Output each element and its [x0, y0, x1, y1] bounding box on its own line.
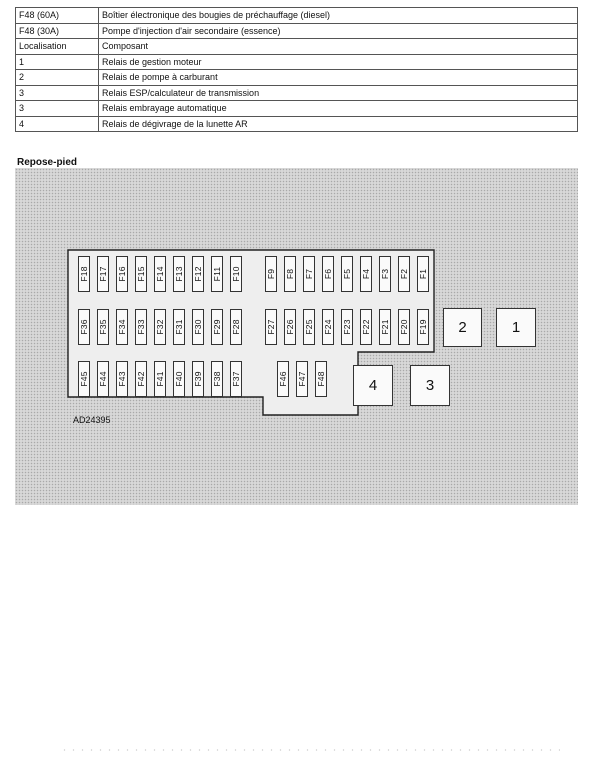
fuse-f33: F33 [135, 309, 147, 345]
relay-3: 3 [410, 365, 450, 406]
location-cell: 3 [16, 85, 99, 101]
fuse-f23: F23 [341, 309, 353, 345]
component-cell: Relais embrayage automatique [99, 101, 578, 117]
fuse-f2: F2 [398, 256, 410, 292]
fuse-f26: F26 [284, 309, 296, 345]
fuse-f29: F29 [211, 309, 223, 345]
fuse-f20: F20 [398, 309, 410, 345]
fuse-f40: F40 [173, 361, 185, 397]
component-cell: Relais de pompe à carburant [99, 70, 578, 86]
table-row [16, 85, 578, 101]
fuse-f37: F37 [230, 361, 242, 397]
location-cell: Localisation [16, 39, 99, 55]
relay-4: 4 [353, 365, 393, 406]
fuse-f7: F7 [303, 256, 315, 292]
fuse-f41: F41 [154, 361, 166, 397]
table-row [16, 54, 578, 70]
fuse-f27: F27 [265, 309, 277, 345]
fuse-f35: F35 [97, 309, 109, 345]
fuse-f9: F9 [265, 256, 277, 292]
location-cell: 1 [16, 54, 99, 70]
fuse-box-diagram [15, 168, 578, 505]
fuse-f47: F47 [296, 361, 308, 397]
fuse-f36: F36 [78, 309, 90, 345]
section-title: Repose-pied [17, 157, 78, 168]
fuse-f11: F11 [211, 256, 223, 292]
fuse-f30: F30 [192, 309, 204, 345]
component-cell: Composant [99, 39, 578, 55]
table-row [16, 8, 578, 24]
fuse-f5: F5 [341, 256, 353, 292]
fuse-f31: F31 [173, 309, 185, 345]
fuse-f46: F46 [277, 361, 289, 397]
table-row [16, 116, 578, 132]
fuse-f22: F22 [360, 309, 372, 345]
component-cell: Relais ESP/calculateur de transmission [99, 85, 578, 101]
fuse-f17: F17 [97, 256, 109, 292]
fuse-f24: F24 [322, 309, 334, 345]
fuse-f44: F44 [97, 361, 109, 397]
fuse-f1: F1 [417, 256, 429, 292]
fuse-f32: F32 [154, 309, 166, 345]
fuse-f12: F12 [192, 256, 204, 292]
component-cell: Pompe d'injection d'air secondaire (essence) [99, 23, 578, 39]
table-row [16, 39, 578, 55]
location-cell: 3 [16, 101, 99, 117]
fuse-f42: F42 [135, 361, 147, 397]
component-cell: Relais de dégivrage de la lunette AR [99, 116, 578, 132]
fuse-f4: F4 [360, 256, 372, 292]
fuse-f6: F6 [322, 256, 334, 292]
location-cell: F48 (30A) [16, 23, 99, 39]
relay-2: 2 [443, 308, 482, 347]
location-cell: 2 [16, 70, 99, 86]
fuse-f3: F3 [379, 256, 391, 292]
fuse-f34: F34 [116, 309, 128, 345]
component-cell: Boîtier électronique des bougies de préchauffage (diesel) [99, 8, 578, 24]
fuse-f25: F25 [303, 309, 315, 345]
table-row [16, 70, 578, 86]
relay-1: 1 [496, 308, 536, 347]
fuse-f10: F10 [230, 256, 242, 292]
fuse-table [15, 7, 578, 132]
fuse-f48: F48 [315, 361, 327, 397]
table-row [16, 23, 578, 39]
fuse-f18: F18 [78, 256, 90, 292]
fuse-f43: F43 [116, 361, 128, 397]
fuse-f21: F21 [379, 309, 391, 345]
fuse-f16: F16 [116, 256, 128, 292]
location-cell: F48 (60A) [16, 8, 99, 24]
location-cell: 4 [16, 116, 99, 132]
fuse-f39: F39 [192, 361, 204, 397]
fuse-f28: F28 [230, 309, 242, 345]
fuse-f38: F38 [211, 361, 223, 397]
diagram-reference: AD24395 [73, 415, 111, 425]
table-row [16, 101, 578, 117]
fuse-f15: F15 [135, 256, 147, 292]
component-cell: Relais de gestion moteur [99, 54, 578, 70]
fuse-f45: F45 [78, 361, 90, 397]
fuse-f14: F14 [154, 256, 166, 292]
scan-dots [60, 748, 560, 752]
fuse-f8: F8 [284, 256, 296, 292]
fuse-f13: F13 [173, 256, 185, 292]
fuse-f19: F19 [417, 309, 429, 345]
